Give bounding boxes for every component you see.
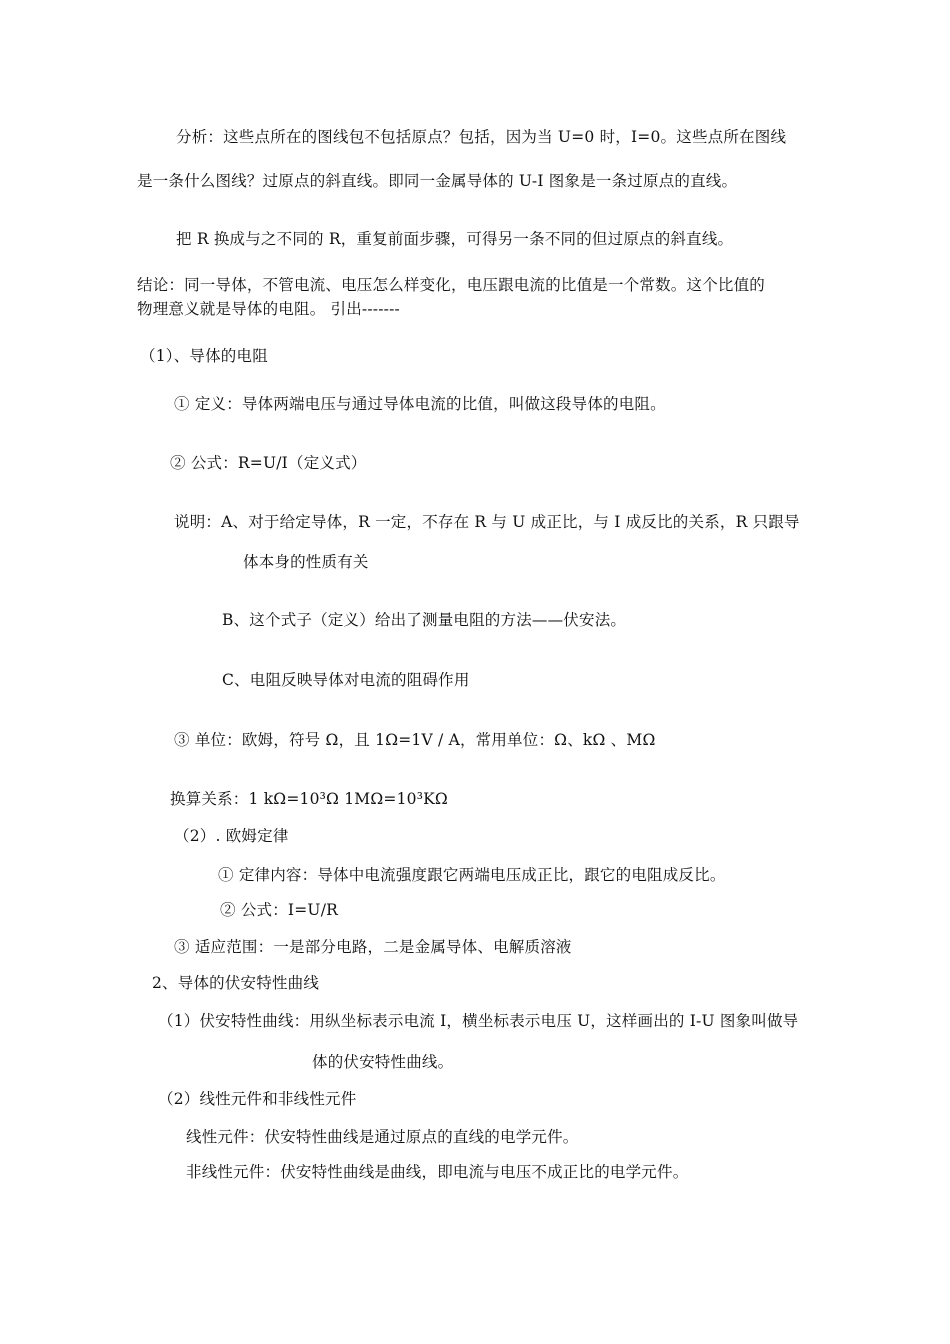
replace-line: 把 R 换成与之不同的 R，重复前面步骤，可得另一条不同的但过原点的斜直线。 <box>176 230 734 248</box>
section-1-title: （1）、导体的电阻 <box>140 347 268 365</box>
note-c: C、电阻反映导体对电流的阻碍作用 <box>222 671 470 689</box>
note-a-line-1: 说明：A、对于给定导体，R 一定，不存在 R 与 U 成正比，与 I 成反比的关系，R 只跟导 <box>174 513 800 531</box>
unit-conversion: 换算关系：1 kΩ=10³Ω 1MΩ=10³KΩ <box>170 790 448 808</box>
iv-curve-line-2: 体的伏安特性曲线。 <box>312 1053 454 1071</box>
ohms-law-content: ① 定律内容：导体中电流强度跟它两端电压成正比，跟它的电阻成反比。 <box>218 866 726 884</box>
ohms-law-scope: ③ 适应范围：一是部分电路，二是金属导体、电解质溶液 <box>174 938 572 956</box>
note-a-line-2: 体本身的性质有关 <box>243 553 369 571</box>
analysis-line-2: 是一条什么图线？过原点的斜直线。即同一金属导体的 U-I 图象是一条过原点的直线。 <box>137 172 738 190</box>
heading-iv-curve: 2、导体的伏安特性曲线 <box>152 974 320 992</box>
nonlinear-element-definition: 非线性元件：伏安特性曲线是曲线，即电流与电压不成正比的电学元件。 <box>186 1163 689 1181</box>
resistance-definition: ① 定义：导体两端电压与通过导体电流的比值，叫做这段导体的电阻。 <box>174 395 666 413</box>
conclusion-line-2: 物理意义就是导体的电阻。 引出------- <box>137 300 400 318</box>
note-b: B、这个式子（定义）给出了测量电阻的方法——伏安法。 <box>222 611 627 629</box>
linear-element-definition: 线性元件：伏安特性曲线是通过原点的直线的电学元件。 <box>186 1128 579 1146</box>
resistance-formula: ② 公式：R=U/I（定义式） <box>170 454 367 472</box>
linear-nonlinear-title: （2）线性元件和非线性元件 <box>158 1090 357 1108</box>
section-2-title: （2）. 欧姆定律 <box>174 827 289 845</box>
ohms-law-formula: ② 公式：I=U/R <box>220 901 338 919</box>
resistance-unit: ③ 单位：欧姆，符号 Ω，且 1Ω=1V / A，常用单位：Ω、kΩ 、MΩ <box>174 731 656 749</box>
iv-curve-line-1: （1）伏安特性曲线：用纵坐标表示电流 I，横坐标表示电压 U，这样画出的 I-U 图象叫做导 <box>158 1012 799 1030</box>
analysis-line-1: 分析：这些点所在的图线包不包括原点？包括，因为当 U=0 时，I=0。这些点所在图线 <box>176 128 787 146</box>
conclusion-line-1: 结论：同一导体，不管电流、电压怎么样变化，电压跟电流的比值是一个常数。这个比值的 <box>137 276 766 294</box>
